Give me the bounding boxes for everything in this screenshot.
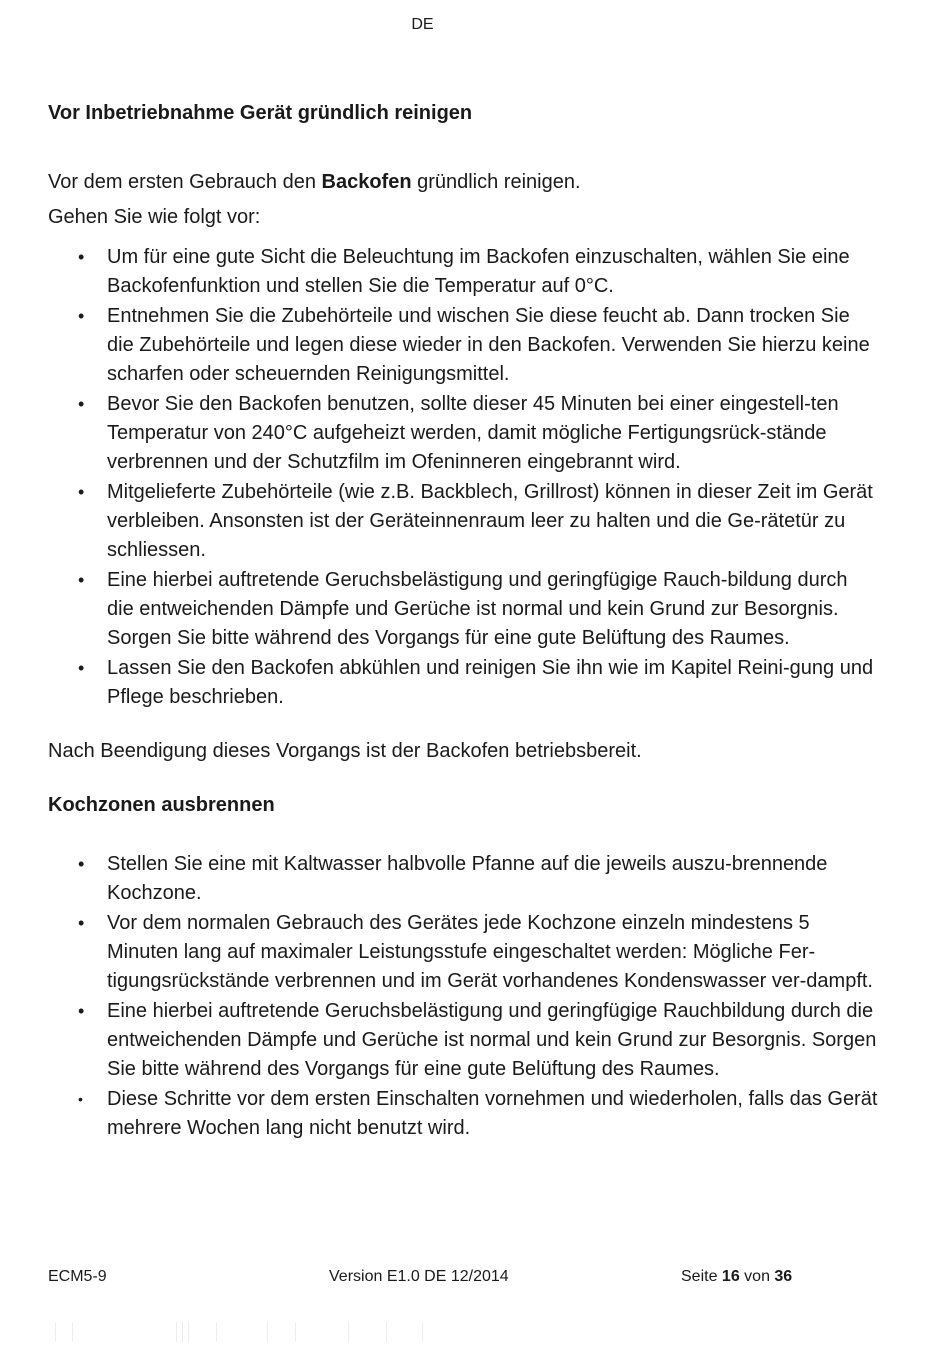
footer-page-number [681,1268,792,1286]
page-label: Seite [681,1268,722,1285]
bullet-icon: • [78,306,85,326]
list-item [48,1085,878,1143]
list-item-text: Diese Schritte vor dem ersten Einschalten vornehmen und wiederholen, falls das Gerät mehrere Wochen lang nicht benutzt wird. [107,1088,878,1139]
section1-intro2: Gehen Sie wie folgt vor: [48,206,261,228]
bullet-icon: • [78,1091,83,1107]
list-item [48,390,878,477]
section1-list [48,243,878,712]
scan-artifact [50,1322,450,1342]
list-item [48,243,878,301]
list-item [48,909,878,996]
list-item-text: Lassen Sie den Backofen abkühlen und reinigen Sie ihn wie im Kapitel Reini-gung und Pflege beschrieben. [107,657,874,708]
list-item [48,478,878,565]
page-separator: von [739,1268,775,1285]
list-item-text: Bevor Sie den Backofen benutzen, sollte dieser 45 Minuten bei einer eingestell-ten Temperatur von 240°C aufgeheizt werden, damit mögliche Fertigungsrück-stände verbrennen und der Schutzfilm im Ofeninneren eingebrannt wird. [107,393,839,473]
list-item-text: Mitgelieferte Zubehörteile (wie z.B. Backblech, Grillrost) können in dieser Zeit im Gerät verbleiben. Ansonsten ist der Geräteinnenraum leer zu halten und die Ge-rätetür zu schliessen. [107,481,873,561]
list-item-text: Stellen Sie eine mit Kaltwasser halbvolle Pfanne auf die jeweils auszu-brennende Kochzone. [107,853,828,904]
page-current: 16 [721,1268,740,1285]
list-item-text: Um für eine gute Sicht die Beleuchtung im Backofen einzuschalten, wählen Sie eine Backofenfunktion und stellen Sie die Temperatur auf 0°C. [107,246,850,297]
bullet-icon: • [78,482,85,502]
section2-title: Kochzonen ausbrennen [48,794,275,816]
section1-intro [48,168,878,197]
bullet-icon: • [78,854,85,874]
section1-title: Vor Inbetriebnahme Gerät gründlich reinigen [48,102,473,124]
footer-model: ECM5-9 [48,1268,107,1285]
section1-outro: Nach Beendigung dieses Vorgangs ist der Backofen betriebsbereit. [48,740,642,762]
list-item [48,302,878,389]
list-item-text: Vor dem normalen Gebrauch des Gerätes jede Kochzone einzeln mindestens 5 Minuten lang auf maximaler Leistungsstufe eingeschaltet werden: Mögliche Fer-tigungsrückstände verbrennen und im Gerät vorhandenes Kondenswasser ver-dampft. [107,912,873,992]
list-item [48,654,878,712]
bullet-icon: • [78,658,85,678]
bullet-icon: • [78,1001,85,1021]
language-header: DE [411,16,434,33]
section2-list [48,850,878,1143]
intro-text-pre: Vor dem ersten Gebrauch den [48,171,322,193]
intro-text-bold: Backofen [321,171,412,193]
footer-version: Version E1.0 DE 12/2014 [329,1268,509,1285]
page-total: 36 [774,1268,793,1285]
bullet-icon: • [78,570,85,590]
list-item-text: Eine hierbei auftretende Geruchsbelästigung und geringfügige Rauchbildung durch die entweichenden Dämpfe und Gerüche ist normal und kein Grund zur Besorgnis. Sorgen Sie bitte während des Vorgangs für eine gute Belüftung des Raumes. [107,1000,877,1080]
list-item [48,566,878,653]
intro-text-post: gründlich reinigen. [411,171,581,193]
list-item-text: Entnehmen Sie die Zubehörteile und wischen Sie diese feucht ab. Dann trocken Sie die Zubehörteile und legen diese wieder in den Backofen. Verwenden Sie hierzu keine scharfen oder scheuernden Reinigungsmittel. [107,305,870,385]
list-item [48,850,878,908]
bullet-icon: • [78,247,85,267]
list-item [48,997,878,1084]
list-item-text: Eine hierbei auftretende Geruchsbelästigung und geringfügige Rauch-bildung durch die entweichenden Dämpfe und Gerüche ist normal und kein Grund zur Besorgnis. Sorgen Sie bitte während des Vorgangs für eine gute Belüftung des Raumes. [107,569,848,649]
bullet-icon: • [78,913,85,933]
bullet-icon: • [78,394,85,414]
